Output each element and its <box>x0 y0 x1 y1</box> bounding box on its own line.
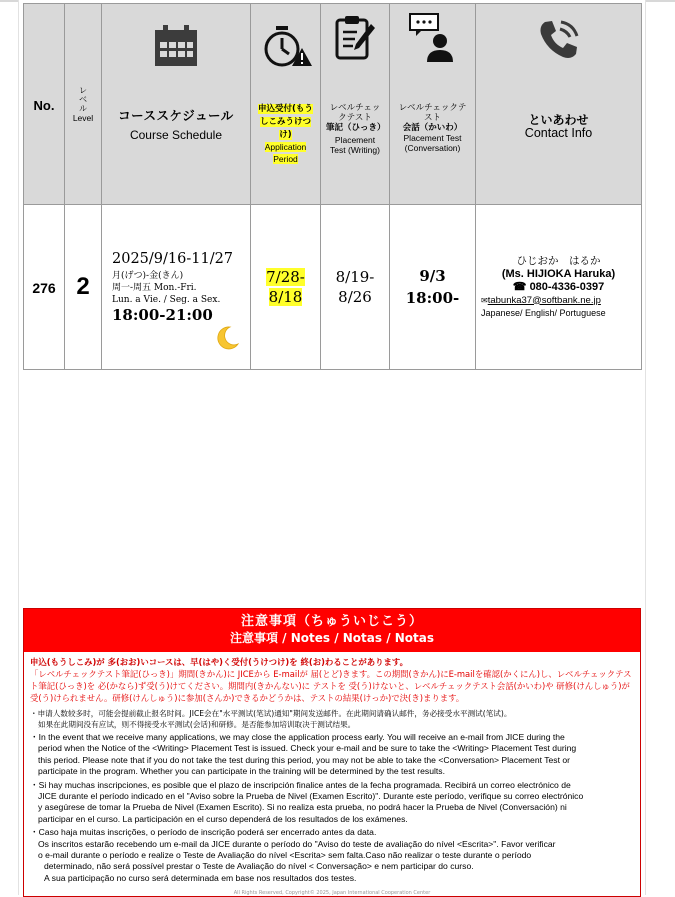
header-level-en: Level <box>72 112 94 123</box>
notice-cn-2: 如果在此期间没有应试，则不得接受水平测试(会话)和研修。是否能参加培训取决于测试结果。 <box>38 720 356 729</box>
clipboard-pen-icon <box>321 14 389 66</box>
header-conv-jp2: 会話（かいわ） <box>402 123 463 133</box>
header-placement-writing <box>321 4 390 205</box>
conversation-test-cell <box>390 205 476 370</box>
course-days-es: Lun. a Vie. / Seg. a Sex. <box>112 294 221 305</box>
notice-es-4: participar en el curso. La participación en el curso dependerá de los resultados de los exámenes. <box>38 813 408 824</box>
header-writing-jp: レベルチェックテスト <box>329 103 381 123</box>
header-contact-en: Contact Info <box>524 125 593 140</box>
mail-icon: ✉ <box>481 295 488 305</box>
schedule-cell <box>102 205 251 370</box>
header-schedule-jp: コーススケジュール <box>118 108 234 123</box>
phone-icon: ☎ <box>512 280 530 293</box>
contact-cell <box>476 205 642 370</box>
application-period-start: 7/28- <box>266 268 305 286</box>
notice-pt-3: o e-mail durante o período e realize o Teste de Avaliação do nível <Escrita> sem falta.Caso não realizar o teste durante o período <box>38 850 532 861</box>
application-period-cell <box>251 205 321 370</box>
header-contact-jp: といあわせ <box>528 112 589 127</box>
header-application-en: Application Period <box>264 141 307 164</box>
stopwatch-warning-icon <box>251 24 320 74</box>
conv-test-date: 9/3 <box>419 267 446 285</box>
notice-es-3: y asegúrese de tomar la Prueba de Nivel (Examen Escrito). Si no realiza esta prueba, no podrá hacer la Prueba de Nivel (Conversación) ni <box>38 802 567 813</box>
course-date: 2025/9/16-11/27 <box>112 250 234 267</box>
header-no <box>24 4 65 205</box>
header-placement-conversation <box>390 4 476 205</box>
notice-en-1: ・In the event that we receive many applications, we may close the application process early. You will receive an e-mail from JICE during the <box>30 732 565 742</box>
chat-person-icon <box>390 12 475 66</box>
header-no-label: No. <box>33 97 55 113</box>
phone-ringing-icon <box>476 16 641 68</box>
writing-test-end: 8/26 <box>338 288 372 306</box>
contact-email[interactable]: tabunka37@softbank.ne.jp <box>487 294 601 306</box>
application-period-end: 8/18 <box>268 288 303 306</box>
notice-cn-1: ・申请人数较多时，可能会提前截止报名时间。JICE会在"水平测试(笔试)通知"期间发送邮件。在此期间请确认邮件，务必接受水平测试(笔试)。 <box>30 709 512 718</box>
notice-portuguese <box>30 827 634 884</box>
notice-header <box>24 609 640 652</box>
notice-en-2: period when the Notice of the <Writing> Placement Test is issued. Check your e-mail and be sure to take the <Writing> Placement Test during <box>38 743 577 754</box>
moon-icon <box>214 325 240 355</box>
header-contact <box>476 4 642 205</box>
notice-chinese <box>30 708 634 730</box>
writing-test-cell <box>321 205 390 370</box>
header-row <box>24 4 642 205</box>
course-days-cn: 周一-周五 Mon.-Fri. <box>112 282 197 293</box>
notice-warning-2: 「レベルチェックテスト筆記(ひっき)」期間(きかん)に JICEから E-mailが 届(とど)きます。この期間(きかん)にE-mailを確認(かくにん)し、レベルチェックテスト筆記(ひっき)を 必(かなら)ず受(う)けてください。期間内(きかんない)に テストを 受(う)けないと、レベルチェックテスト会話(かいわ)や 研修(けんしゅう)が 受(う)けられません。研修(けんしゅう)に参加(さんか)できるかどうかは、テストの結果(けっか)で決(き)まります。 <box>30 669 632 703</box>
notice-pt-4: determinado, não será possível prestar o Teste de Avaliação do nível < Conversação> e nem participar do curso. <box>44 861 474 872</box>
conv-test-time: 18:00- <box>405 289 460 307</box>
row-no: 276 <box>32 279 56 296</box>
header-schedule <box>102 4 251 205</box>
calendar-icon <box>102 22 250 74</box>
notice-body <box>24 652 640 884</box>
header-conv-en: Placement Test (Conversation) <box>403 133 462 153</box>
notice-en-3: this period. Please note that if you do not take the test during this period, you may not be able to take the <Conversation> Placement Test or <box>38 754 571 765</box>
header-application-jp: 申込受付(もうしこみうけつけ) <box>258 103 313 140</box>
notice-es-2: JICE durante el período indicado en el "Aviso sobre la Prueba de Nivel (Examen Escrito)". Durante este período, verifique su correo electrónico <box>38 791 584 802</box>
header-level <box>65 4 102 205</box>
notice-warning-1: 申込(もうしこみ)が 多(おお)いコースは、早(はや)く受付(うけつけ)を 終(お)わることがあります。 <box>30 657 409 667</box>
course-days-jp: 月(げつ)-金(きん) <box>112 270 184 281</box>
notice-es-1: ・Si hay muchas inscripciones, es posible que el plazo de inscripción finalice antes de la fecha programada. Recibirá un correo electrónico de <box>30 779 571 790</box>
header-writing-jp2: 筆記（ひっき） <box>326 123 386 133</box>
notice-box <box>23 608 641 897</box>
course-table <box>23 3 642 370</box>
notice-title-multi: 注意事項 / Notes / Notas / Notas <box>229 631 435 645</box>
contact-languages: Japanese/ English/ Portuguese <box>481 307 606 318</box>
notice-pt-1: ・Caso haja muitas inscrições, o período de inscrição poderá ser encerrado antes da data. <box>30 827 377 838</box>
contact-name-jp: ひじおか はるか <box>516 254 601 267</box>
header-conv-jp: レベルチェックテスト <box>398 103 467 123</box>
notice-title-jp: 注意事項（ちゅういじこう） <box>240 614 423 629</box>
header-schedule-en: Course Schedule <box>129 128 223 142</box>
header-writing-en: Placement Test (Writing) <box>330 135 380 155</box>
notice-pt-5: A sua participação no curso será determinada em base nos resultados dos testes. <box>44 872 357 883</box>
copyright-footer: All Rights Reserved, Copyright© 2025, Japan International Cooperation Center <box>233 890 431 896</box>
notice-spanish <box>30 780 634 826</box>
writing-test-start: 8/19- <box>335 268 375 286</box>
notice-en-4: participate in the program. Whether you can participate in the training will be determined by the test results. <box>38 766 445 777</box>
header-application <box>251 4 321 205</box>
course-time: 18:00-21:00 <box>112 305 213 324</box>
header-level-jp: レベル <box>79 85 87 113</box>
contact-phone[interactable]: 080-4336-0397 <box>529 280 605 293</box>
notice-pt-2: Os inscritos estarão recebendo um e-mail da JICE durante o período do "Aviso do teste de avaliação do nível <Escrita>". Favor verificar <box>38 838 556 849</box>
row-level: 2 <box>76 273 90 300</box>
course-row <box>24 205 642 370</box>
notice-english <box>30 732 634 778</box>
contact-name-en: (Ms. HIJIOKA Haruka) <box>501 267 616 280</box>
